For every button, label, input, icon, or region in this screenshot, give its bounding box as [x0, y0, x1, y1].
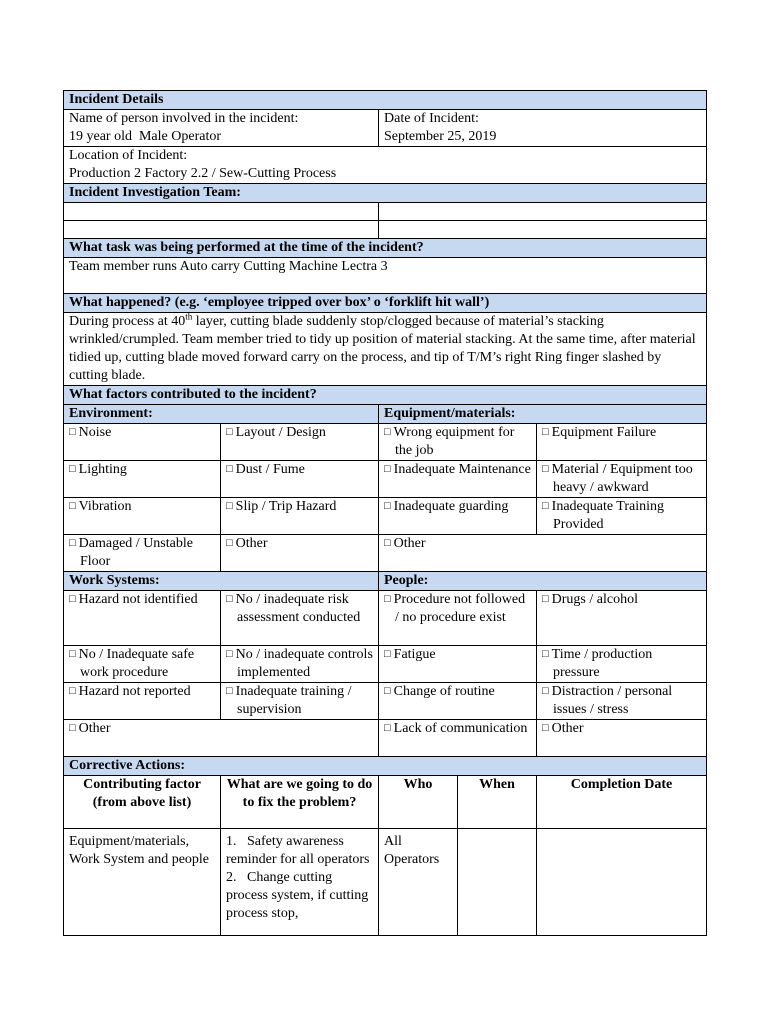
factor-checkbox-environment-other[interactable]: □ Other: [221, 535, 379, 572]
checkbox-icon[interactable]: □: [542, 685, 549, 697]
factor-checkbox-change-of-routine[interactable]: □ Change of routine: [379, 683, 537, 720]
equipment-header: Equipment/materials:: [379, 405, 707, 424]
checkbox-icon[interactable]: □: [542, 593, 549, 605]
checkbox-icon[interactable]: □: [226, 593, 233, 605]
date-of-incident-value: September 25, 2019: [384, 129, 497, 144]
column-header-when: When: [458, 776, 537, 829]
team-member-cell: [379, 221, 707, 239]
checkbox-icon[interactable]: □: [542, 463, 549, 475]
checkbox-icon[interactable]: □: [542, 500, 549, 512]
column-header-completion-date: Completion Date: [537, 776, 707, 829]
factor-checkbox-lack-of-communication[interactable]: □ Lack of communication: [379, 720, 537, 757]
checkbox-icon[interactable]: □: [384, 593, 391, 605]
factor-checkbox-dust[interactable]: □ Dust / Fume: [221, 461, 379, 498]
factor-checkbox-inadequate-guarding[interactable]: □ Inadequate guarding: [379, 498, 537, 535]
factor-checkbox-fatigue[interactable]: □ Fatigue: [379, 646, 537, 683]
factor-checkbox-noise[interactable]: □ Noise: [64, 424, 221, 461]
task-header: What task was being performed at the time of the incident?: [64, 239, 707, 258]
factor-checkbox-drugs-alcohol[interactable]: □ Drugs / alcohol: [537, 591, 707, 646]
checkbox-icon[interactable]: □: [69, 685, 76, 697]
ordinal-suffix: th: [185, 312, 193, 322]
factor-checkbox-hazard-not-reported[interactable]: □ Hazard not reported: [64, 683, 221, 720]
checkbox-icon[interactable]: □: [542, 426, 549, 438]
table-row: [64, 829, 707, 936]
factor-checkbox-equipment-other[interactable]: □ Other: [379, 535, 707, 572]
action-when: [458, 829, 537, 936]
column-header-contributing-factor: Contributing factor (from above list): [64, 776, 221, 829]
what-happened-header: What happened? (e.g. ‘employee tripped over box’ o ‘forklift hit wall’): [64, 294, 707, 313]
factor-checkbox-hazard-not-identified[interactable]: □ Hazard not identified: [64, 591, 221, 646]
action-contributing-factor: Equipment/materials, Work System and people: [64, 829, 221, 936]
date-of-incident-cell: [379, 110, 707, 147]
factors-header: What factors contributed to the incident?: [64, 386, 707, 405]
factor-checkbox-inadequate-supervision[interactable]: □ Inadequate training / supervision: [221, 683, 379, 720]
factor-checkbox-inadequate-maintenance[interactable]: □ Inadequate Maintenance: [379, 461, 537, 498]
factor-checkbox-wrong-equipment[interactable]: □ Wrong equipment for the job: [379, 424, 537, 461]
team-member-cell: [64, 221, 379, 239]
checkbox-icon[interactable]: □: [542, 722, 549, 734]
factor-checkbox-controls-implemented[interactable]: □ No / inadequate controls implemented: [221, 646, 379, 683]
person-involved-cell: [64, 110, 379, 147]
date-of-incident-label: Date of Incident:: [384, 111, 479, 126]
checkbox-icon[interactable]: □: [384, 463, 391, 475]
factor-checkbox-inadequate-training-provided[interactable]: □ Inadequate Training Provided: [537, 498, 707, 535]
factor-checkbox-damaged-floor[interactable]: □ Damaged / Unstable Floor: [64, 535, 221, 572]
checkbox-icon[interactable]: □: [69, 648, 76, 660]
checkbox-icon[interactable]: □: [542, 648, 549, 660]
task-value: Team member runs Auto carry Cutting Machine Lectra 3: [64, 258, 707, 294]
factor-checkbox-too-heavy[interactable]: □ Material / Equipment too heavy / awkward: [537, 461, 707, 498]
factor-checkbox-time-pressure[interactable]: □ Time / production pressure: [537, 646, 707, 683]
checkbox-icon[interactable]: □: [69, 463, 76, 475]
factor-checkbox-safe-work-procedure[interactable]: □ No / Inadequate safe work procedure: [64, 646, 221, 683]
checkbox-icon[interactable]: □: [69, 426, 76, 438]
factor-checkbox-work-systems-other[interactable]: □ Other: [64, 720, 379, 757]
environment-header: Environment:: [64, 405, 379, 424]
factor-checkbox-lighting[interactable]: □ Lighting: [64, 461, 221, 498]
location-cell: [64, 147, 707, 184]
investigation-team-header: Incident Investigation Team:: [64, 184, 707, 203]
checkbox-icon[interactable]: □: [69, 537, 76, 549]
factor-checkbox-vibration[interactable]: □ Vibration: [64, 498, 221, 535]
action-completion-date: [537, 829, 707, 936]
checkbox-icon[interactable]: □: [384, 500, 391, 512]
checkbox-icon[interactable]: □: [69, 500, 76, 512]
checkbox-icon[interactable]: □: [226, 500, 233, 512]
location-label: Location of Incident:: [69, 148, 188, 163]
factor-checkbox-slip-trip[interactable]: □ Slip / Trip Hazard: [221, 498, 379, 535]
factor-checkbox-layout[interactable]: □ Layout / Design: [221, 424, 379, 461]
factor-checkbox-distraction[interactable]: □ Distraction / personal issues / stress: [537, 683, 707, 720]
what-happened-text: [64, 313, 707, 386]
checkbox-icon[interactable]: □: [384, 685, 391, 697]
person-involved-value: 19 year old Male Operator: [69, 129, 221, 144]
location-value: Production 2 Factory 2.2 / Sew-Cutting Process: [69, 166, 337, 181]
checkbox-icon[interactable]: □: [384, 426, 391, 438]
work-systems-header: Work Systems:: [64, 572, 379, 591]
column-header-fix: What are we going to do to fix the problem?: [221, 776, 379, 829]
checkbox-icon[interactable]: □: [226, 426, 233, 438]
what-happened-text-start: During process at 40: [69, 314, 186, 329]
what-happened-text-rest: layer, cutting blade suddenly stop/clogged because of material’s stacking wrinkled/crumpled. Team member tried to tidy up position of material stacking. At the same time, after material tidied up, cutting blade moved forward carry on the process, and tip of T/M’s right Ring finger slashed by cutting blade.: [69, 314, 696, 383]
people-header: People:: [379, 572, 707, 591]
factor-checkbox-equipment-failure[interactable]: □ Equipment Failure: [537, 424, 707, 461]
checkbox-icon[interactable]: □: [226, 463, 233, 475]
factor-checkbox-procedure-not-followed[interactable]: □ Procedure not followed / no procedure exist: [379, 591, 537, 646]
action-who: All Operators: [379, 829, 458, 936]
team-member-cell: [64, 203, 379, 221]
checkbox-icon[interactable]: □: [384, 648, 391, 660]
checkbox-icon[interactable]: □: [384, 537, 391, 549]
checkbox-icon[interactable]: □: [226, 685, 233, 697]
checkbox-icon[interactable]: □: [69, 593, 76, 605]
team-member-cell: [379, 203, 707, 221]
factor-checkbox-people-other[interactable]: □ Other: [537, 720, 707, 757]
incident-report-form: [63, 90, 707, 936]
person-involved-label: Name of person involved in the incident:: [69, 111, 299, 126]
checkbox-icon[interactable]: □: [226, 648, 233, 660]
column-header-who: Who: [379, 776, 458, 829]
checkbox-icon[interactable]: □: [69, 722, 76, 734]
checkbox-icon[interactable]: □: [226, 537, 233, 549]
factor-checkbox-risk-assessment[interactable]: □ No / inadequate risk assessment conducted: [221, 591, 379, 646]
action-fix: 1. Safety awareness reminder for all operators 2. Change cutting process system, if cutting process stop,: [221, 829, 379, 936]
incident-details-header: Incident Details: [64, 91, 707, 110]
corrective-actions-header: Corrective Actions:: [64, 757, 707, 776]
checkbox-icon[interactable]: □: [384, 722, 391, 734]
